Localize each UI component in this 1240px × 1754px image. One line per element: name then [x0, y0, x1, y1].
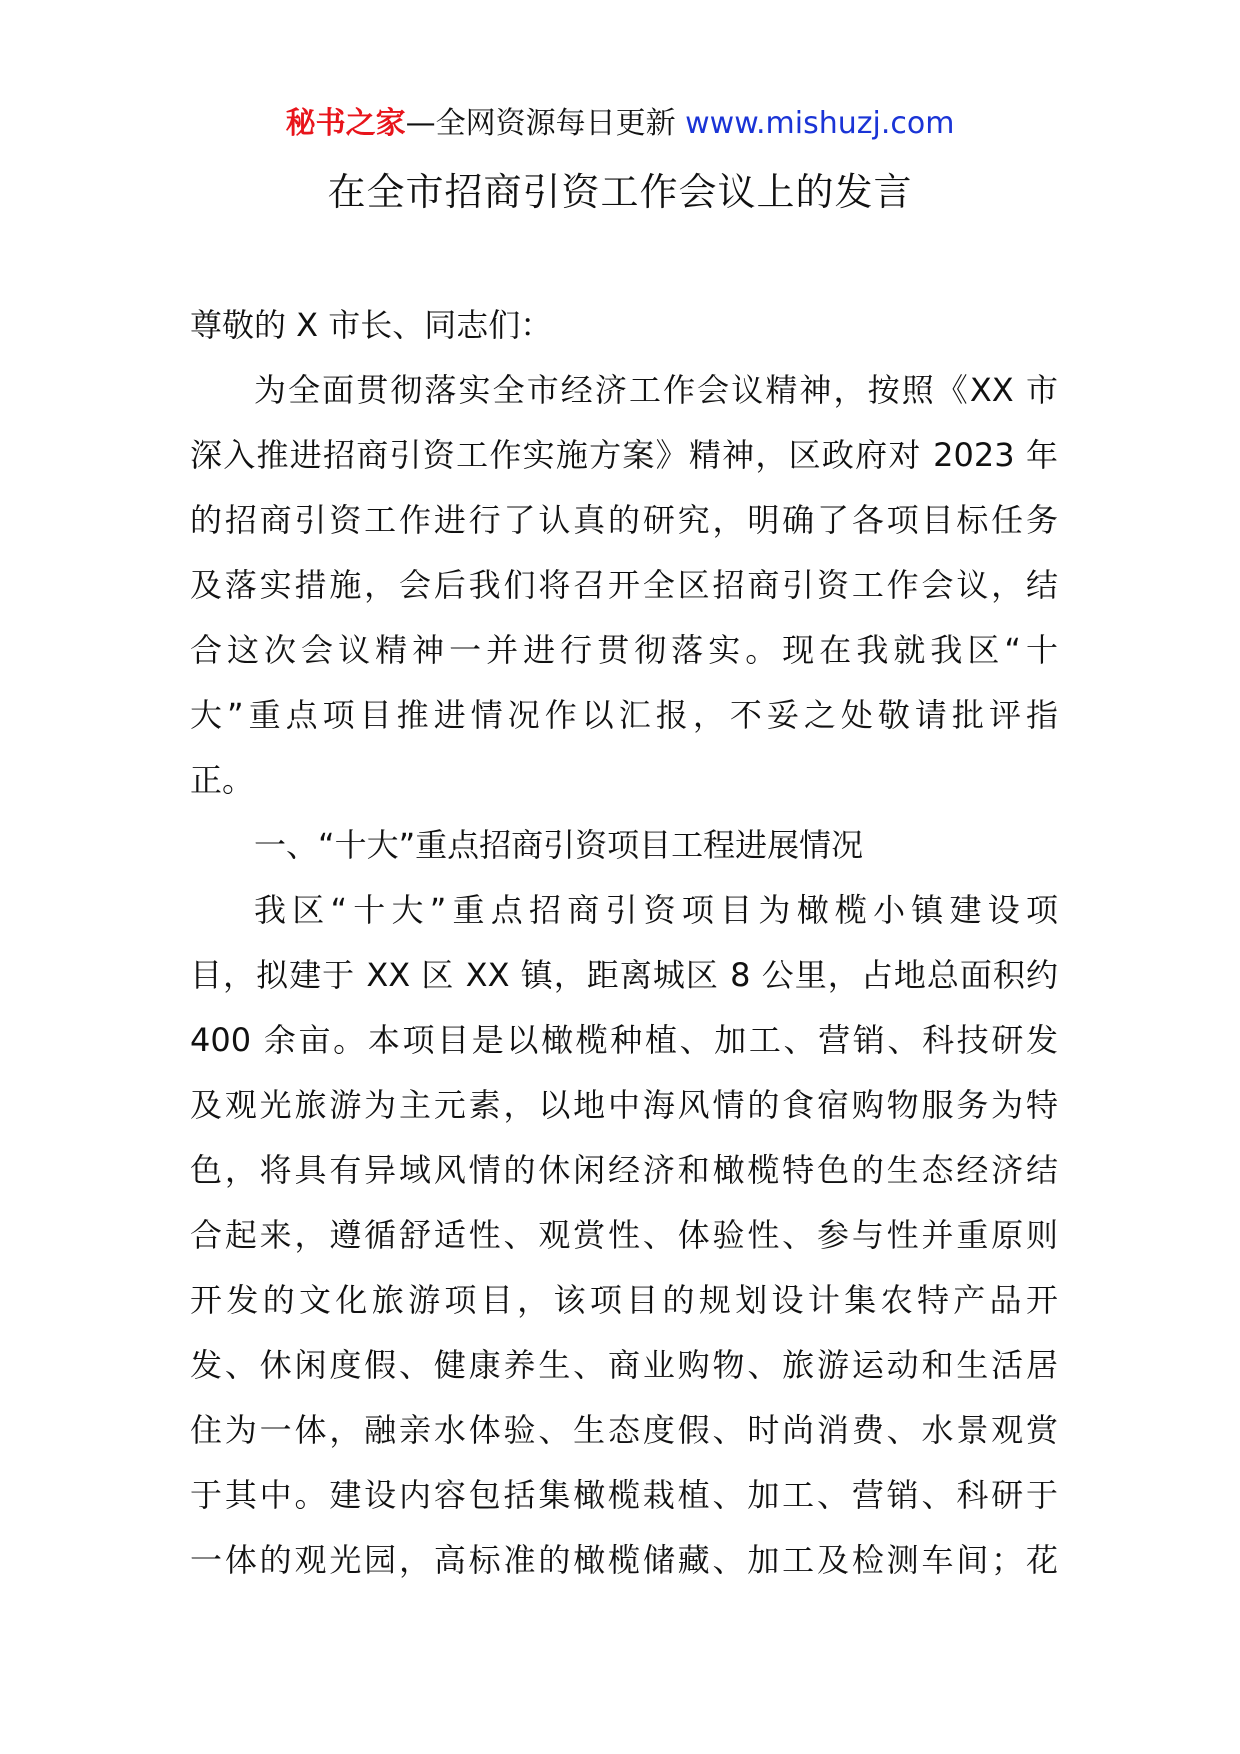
paragraph-line: 及观光旅游为主元素，以地中海风情的食宿购物服务为特 — [190, 1086, 1058, 1124]
paragraph-line: 开发的文化旅游项目，该项目的规划设计集农特产品开 — [190, 1281, 1058, 1319]
paragraph-line: 合起来，遵循舒适性、观赏性、体验性、参与性并重原则 — [190, 1216, 1058, 1254]
paragraph-line: 目，拟建于 XX 区 XX 镇，距离城区 8 公里，占地总面积约 — [190, 956, 1058, 994]
section-heading: 一、“十大”重点招商引资项目工程进展情况 — [254, 826, 864, 864]
paragraph-line: 色，将具有异域风情的休闲经济和橄榄特色的生态经济结 — [190, 1151, 1058, 1189]
banner-tagline: —全网资源每日更新 — [405, 106, 686, 141]
document-title: 在全市招商引资工作会议上的发言 — [327, 170, 913, 214]
paragraph-line: 及落实措施，会后我们将召开全区招商引资工作会议，结 — [190, 566, 1058, 604]
paragraph-line: 合这次会议精神一并进行贯彻落实。现在我就我区“十 — [190, 631, 1058, 669]
site-banner — [0, 102, 1240, 146]
paragraph-line: 为全面贯彻落实全市经济工作会议精神，按照《XX 市 — [254, 371, 1058, 409]
paragraph-line: 于其中。建设内容包括集橄榄栽植、加工、营销、科研于 — [190, 1476, 1058, 1514]
salutation-line: 尊敬的 X 市长、同志们： — [190, 306, 553, 344]
paragraph-line: 一体的观光园，高标准的橄榄储藏、加工及检测车间；花 — [190, 1541, 1058, 1579]
paragraph-line: 发、休闲度假、健康养生、商业购物、旅游运动和生活居 — [190, 1346, 1058, 1384]
brand-name: 秘书之家 — [285, 106, 406, 141]
paragraph-line: 的招商引资工作进行了认真的研究，明确了各项目标任务 — [190, 501, 1058, 539]
paragraph-line: 深入推进招商引资工作实施方案》精神，区政府对 2023 年 — [190, 436, 1058, 474]
paragraph-line: 正。 — [190, 761, 255, 799]
document-body — [190, 293, 1058, 1593]
paragraph-line: 我区“十大”重点招商引资项目为橄榄小镇建设项 — [254, 891, 1058, 929]
paragraph-line: 大”重点项目推进情况作以汇报，不妥之处敬请批评指 — [190, 696, 1058, 734]
site-url-link[interactable]: www.mishuzj.com — [685, 106, 955, 141]
paragraph-line: 住为一体，融亲水体验、生态度假、时尚消费、水景观赏 — [190, 1411, 1058, 1449]
paragraph-line: 400 余亩。本项目是以橄榄种植、加工、营销、科技研发 — [190, 1021, 1058, 1059]
